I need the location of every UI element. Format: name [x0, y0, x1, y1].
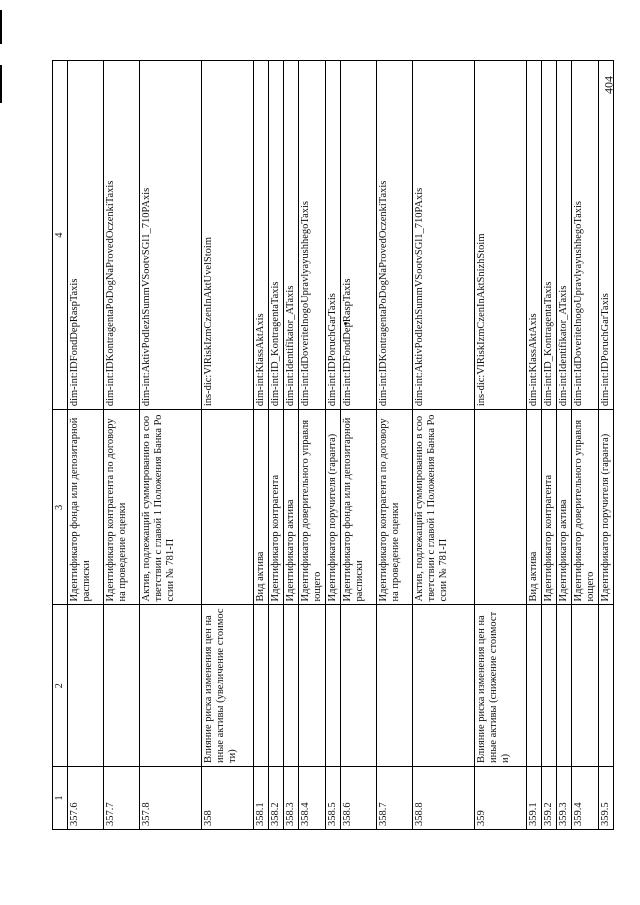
- row-code: dim-int:IDFondDepRaspTaxis: [341, 61, 377, 410]
- row-group: [413, 605, 475, 766]
- row-group: [341, 605, 377, 766]
- row-number: 358.5: [326, 766, 341, 829]
- row-name: Актив, подлежащий суммированию в соответствии с главой 1 Положения Банка России № 781-П: [140, 410, 202, 605]
- binding-mark-bottom: [0, 65, 2, 103]
- row-group: [140, 605, 202, 766]
- row-code: dim-int:IDKontragentaPoDogNaProvedOczenkiTaxis: [377, 61, 413, 410]
- table-row: [557, 61, 572, 830]
- table-header-row: [53, 61, 68, 830]
- row-name: Актив, подлежащий суммированию в соответствии с главой 1 Положения Банка России № 781-П: [413, 410, 475, 605]
- table-row: [377, 61, 413, 830]
- row-number: 358.3: [284, 766, 299, 829]
- header-col-3: 3: [53, 410, 68, 605]
- row-code: dim-int:KlassAktAxis: [254, 61, 269, 410]
- xbrl-dimension-table: [52, 60, 614, 830]
- row-name: [475, 410, 527, 605]
- row-number: 359.3: [557, 766, 572, 829]
- header-col-2: 2: [53, 605, 68, 766]
- row-number: 359.4: [572, 766, 599, 829]
- row-name: Идентификатор фонда или депозитарной расписки: [341, 410, 377, 605]
- row-code: dim-int:IDFondDepRaspTaxis: [68, 61, 104, 410]
- row-code: dim-int:IDPoruchGarTaxis: [599, 61, 614, 410]
- row-group: Влияние риска изменения цен на иные активы (увеличение стоимости): [202, 605, 254, 766]
- table-row: [527, 61, 542, 830]
- row-name: Идентификатор контрагента: [542, 410, 557, 605]
- row-group: [68, 605, 104, 766]
- row-group: [269, 605, 284, 766]
- row-number: 357.6: [68, 766, 104, 829]
- row-number: 358.4: [299, 766, 326, 829]
- binding-mark-top: [0, 10, 2, 44]
- table-row: [254, 61, 269, 830]
- row-code: dim-int:IdDoveritelnogoUpravlyayushhegoTaxis: [572, 61, 599, 410]
- table-row: [299, 61, 326, 830]
- table-row: [572, 61, 599, 830]
- row-name: Идентификатор контрагента: [269, 410, 284, 605]
- row-name: Идентификатор доверительного управляющего: [572, 410, 599, 605]
- row-group: Влияние риска изменения цен на иные активы (снижение стоимости): [475, 605, 527, 766]
- row-number: 358.2: [269, 766, 284, 829]
- row-code: dim-int:Identifikator_ATaxis: [284, 61, 299, 410]
- row-name: Вид актива: [527, 410, 542, 605]
- row-group: [557, 605, 572, 766]
- table-row: [413, 61, 475, 830]
- row-name: Идентификатор поручителя (гаранта): [326, 410, 341, 605]
- row-group: [377, 605, 413, 766]
- table-row: [475, 61, 527, 830]
- row-number: 359.2: [542, 766, 557, 829]
- table-row: [104, 61, 140, 830]
- row-name: Идентификатор контрагента по договору на проведение оценки: [104, 410, 140, 605]
- table-row: [341, 61, 377, 830]
- row-number: 358.6: [341, 766, 377, 829]
- row-code: dim-int:IdDoveritelnogoUpravlyayushhegoTaxis: [299, 61, 326, 410]
- row-group: [104, 605, 140, 766]
- row-code: dim-int:AktivPodlezhSummVSootvSGl1_710PAxis: [140, 61, 202, 410]
- row-code: dim-int:Identifikator_ATaxis: [557, 61, 572, 410]
- row-name: Идентификатор фонда или депозитарной расписки: [68, 410, 104, 605]
- row-group: [326, 605, 341, 766]
- row-number: 357.8: [140, 766, 202, 829]
- row-code: dim-int:AktivPodlezhSummVSootvSGl1_710PAxis: [413, 61, 475, 410]
- row-name: Идентификатор актива: [284, 410, 299, 605]
- row-name: Вид актива: [254, 410, 269, 605]
- row-code: dim-int:ID_KontragentaTaxis: [269, 61, 284, 410]
- row-number: 359.1: [527, 766, 542, 829]
- row-number: 359: [475, 766, 527, 829]
- row-group: [599, 605, 614, 766]
- row-code: ins-dic:VlRiskIzmCzenInAktSnizhStoim: [475, 61, 527, 410]
- row-name: Идентификатор актива: [557, 410, 572, 605]
- row-group: [299, 605, 326, 766]
- row-number: 358.7: [377, 766, 413, 829]
- row-group: [254, 605, 269, 766]
- page-number-text: 404: [601, 76, 616, 94]
- table-row: [599, 61, 614, 830]
- row-name: [202, 410, 254, 605]
- row-name: Идентификатор контрагента по договору на проведение оценки: [377, 410, 413, 605]
- table-row: [140, 61, 202, 830]
- row-number: 358.1: [254, 766, 269, 829]
- table-row: [326, 61, 341, 830]
- row-group: [572, 605, 599, 766]
- row-number: 358: [202, 766, 254, 829]
- row-group: [542, 605, 557, 766]
- row-number: 358.8: [413, 766, 475, 829]
- table-row: [542, 61, 557, 830]
- row-code: dim-int:IDPoruchGarTaxis: [326, 61, 341, 410]
- row-number: 357.7: [104, 766, 140, 829]
- row-code: dim-int:IDKontragentaPoDogNaProvedOczenkiTaxis: [104, 61, 140, 410]
- table-row: [202, 61, 254, 830]
- table-row: [269, 61, 284, 830]
- row-name: Идентификатор доверительного управляющего: [299, 410, 326, 605]
- row-group: [284, 605, 299, 766]
- row-code: dim-int:ID_KontragentaTaxis: [542, 61, 557, 410]
- row-name: Идентификатор поручителя (гаранта): [599, 410, 614, 605]
- row-code: ins-dic:VlRiskIzmCzenInAktUvelStoim: [202, 61, 254, 410]
- row-number: 359.5: [599, 766, 614, 829]
- header-col-1: 1: [53, 766, 68, 829]
- table-row: [284, 61, 299, 830]
- header-col-4: 4: [53, 61, 68, 410]
- row-group: [527, 605, 542, 766]
- row-code: dim-int:KlassAktAxis: [527, 61, 542, 410]
- table-row: [68, 61, 104, 830]
